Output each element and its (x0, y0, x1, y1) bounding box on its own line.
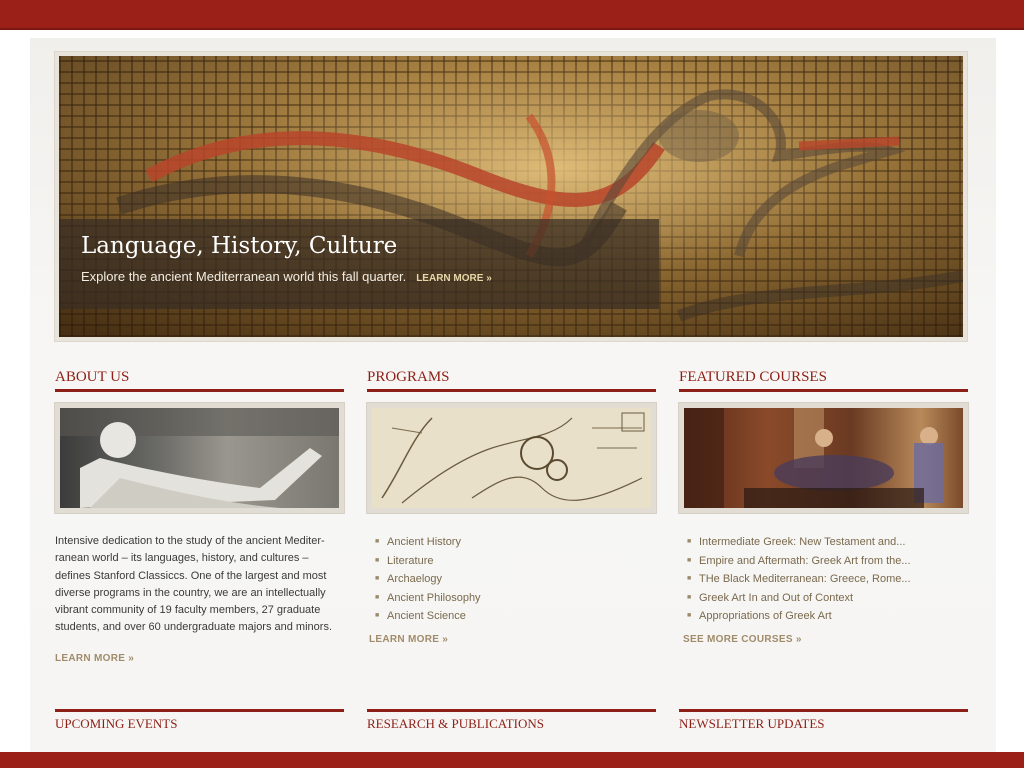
programs-list (375, 533, 656, 626)
about-image-frame (55, 403, 344, 513)
featured-courses-heading: FEATURED COURSES (679, 369, 827, 385)
hero-subtitle (81, 269, 492, 284)
research-heading-rule (367, 709, 656, 712)
hero-caption (59, 219, 659, 309)
hero-banner (55, 52, 967, 341)
programs-section (367, 368, 656, 645)
hero-subtitle-text: Explore the ancient Mediterranean world this fall quarter. (81, 269, 407, 284)
program-item-ancient-science[interactable]: ■ Ancient Science (375, 607, 656, 626)
about-heading-rule (55, 389, 344, 392)
featured-courses-heading-rule (679, 389, 968, 392)
hero-learn-more-link[interactable]: LEARN MORE » (416, 273, 492, 284)
courses-list (687, 533, 968, 626)
course-item[interactable]: ■ Empire and Aftermath: Greek Art from the... (687, 552, 968, 571)
about-description: Intensive dedication to the study of the ancient Mediter-ranean world – its languages, history, and cultures – defines Stanford Classiccs. One of the largest and most diverse programs in the country, we are an intellectually vibrant community of 19 faculty members, 27 graduate students, and over 60 undergraduate majors and minors. (55, 535, 332, 634)
upcoming-events-section (55, 709, 344, 732)
research-publications-heading: RESEARCH & PUBLICATIONS (367, 716, 544, 731)
courses-image-frame (679, 403, 968, 513)
about-heading: ABOUT US (55, 369, 130, 385)
events-heading-rule (55, 709, 344, 712)
newsletter-section (679, 709, 968, 732)
course-item[interactable]: ■ Intermediate Greek: New Testament and... (687, 533, 968, 552)
newsletter-heading-rule (679, 709, 968, 712)
programs-heading: PROGRAMS (367, 369, 450, 385)
featured-courses-section (679, 368, 968, 645)
course-item[interactable]: ■ Greek Art In and Out of Context (687, 589, 968, 608)
course-item[interactable]: ■ Appropriations of Greek Art (687, 607, 968, 626)
upcoming-events-heading: UPCOMING EVENTS (55, 716, 178, 731)
painting-image (684, 408, 963, 508)
program-item-ancient-history[interactable]: ■ Ancient History (375, 533, 656, 552)
program-item-literature[interactable]: ■ Literature (375, 552, 656, 571)
top-bar (0, 0, 1024, 30)
program-item-archaelogy[interactable]: ■ Archaelogy (375, 570, 656, 589)
programs-heading-rule (367, 389, 656, 392)
about-learn-more-link[interactable]: LEARN MORE » (55, 652, 135, 664)
program-item-ancient-philosophy[interactable]: ■ Ancient Philosophy (375, 589, 656, 608)
course-item[interactable]: ■ THe Black Mediterranean: Greece, Rome... (687, 570, 968, 589)
programs-image-frame (367, 403, 656, 513)
bottom-bar (0, 752, 1024, 768)
newsletter-updates-heading: NEWSLETTER UPDATES (679, 716, 825, 731)
about-section (55, 368, 344, 664)
map-image (372, 408, 651, 508)
research-section (367, 709, 656, 732)
hero-mosaic-image (59, 56, 963, 337)
programs-learn-more-link[interactable]: LEARN MORE » (369, 633, 449, 645)
see-more-courses-link[interactable]: SEE MORE COURSES » (683, 633, 802, 645)
statue-image (60, 408, 339, 508)
hero-title: Language, History, Culture (81, 233, 398, 259)
